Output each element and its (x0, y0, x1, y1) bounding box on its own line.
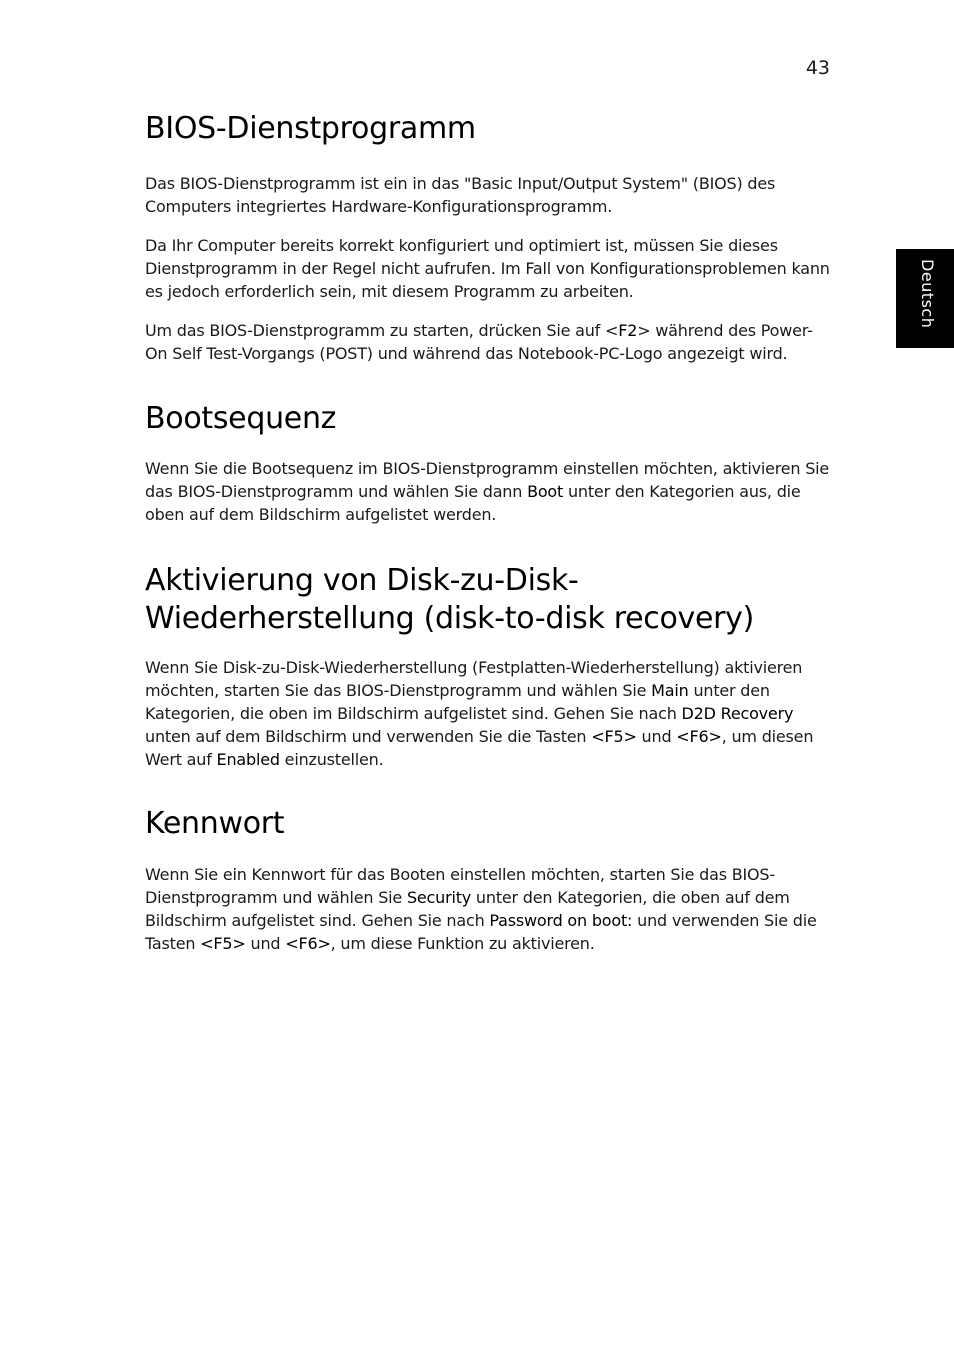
heading-bios-utility: BIOS-Dienstprogramm (145, 111, 476, 146)
term-security: Security (406, 888, 472, 907)
heading-disk-to-disk-recovery: Aktivierung von Disk-zu-Disk- Wiederherstellung (disk-to-disk recovery) (145, 563, 755, 636)
term-enabled: Enabled (216, 750, 280, 769)
side-tab-label: Deutsch (918, 259, 937, 329)
key-f5: <F5> (591, 727, 637, 746)
paragraph: Wenn Sie ein Kennwort für das Booten einstellen möchten, starten Sie das BIOS-Dienstprogramm und wählen Sie Security unter den Kategorien, die oben auf dem Bildschirm aufgelistet sind. Gehen Sie nach Password on boot: und verwenden Sie die Tasten <F5> und <F6>, um diese Funktion zu aktivieren. (145, 865, 817, 953)
term-password-on-boot: Password on boot: (489, 911, 633, 930)
key-f6: <F6> (285, 934, 331, 953)
paragraph: Wenn Sie Disk-zu-Disk-Wiederherstellung (Festplatten-Wiederherstellung) aktivieren möchten, starten Sie das BIOS-Dienstprogramm und wählen Sie Main unter den Kategorien, die oben im Bildschirm aufgelistet sind. Gehen Sie nach D2D Recovery unten auf dem Bildschirm und verwenden Sie die Tasten <F5> und <F6>, um diesen Wert auf Enabled einzustellen. (145, 658, 814, 769)
paragraph: Wenn Sie die Bootsequenz im BIOS-Dienstprogramm einstellen möchten, aktivieren Sie das BIOS-Dienstprogramm und wählen Sie dann Boot unter den Kategorien aus, die oben auf dem Bildschirm aufgelistet werden. (145, 459, 830, 524)
language-side-tab (896, 249, 954, 348)
heading-password: Kennwort (145, 806, 285, 841)
key-f2: F2 (618, 321, 638, 340)
term-boot: Boot (527, 482, 564, 501)
paragraph: Da Ihr Computer bereits korrekt konfiguriert und optimiert ist, müssen Sie dieses Dienstprogramm in der Regel nicht aufrufen. Im Fall von Konfigurationsproblemen kann es jedoch erforderlich sein, mit diesem Programm zu arbeiten. (145, 236, 830, 301)
page-number: 43 (805, 57, 830, 79)
paragraph: Das BIOS-Dienstprogramm ist ein in das "Basic Input/Output System" (BIOS) des Computers integriertes Hardware-Konfigurationsprogramm. (145, 174, 776, 216)
page-content (145, 110, 835, 955)
heading-boot-sequence: Bootsequenz (145, 401, 337, 436)
key-f6: <F6> (676, 727, 722, 746)
term-main: Main (651, 681, 689, 700)
key-f5: <F5> (200, 934, 246, 953)
term-d2d-recovery: D2D Recovery (681, 704, 794, 723)
paragraph: Um das BIOS-Dienstprogramm zu starten, drücken Sie auf <F2> während des Power-On Self Test-Vorgangs (POST) und während das Notebook-PC-Logo angezeigt wird. (145, 321, 813, 363)
